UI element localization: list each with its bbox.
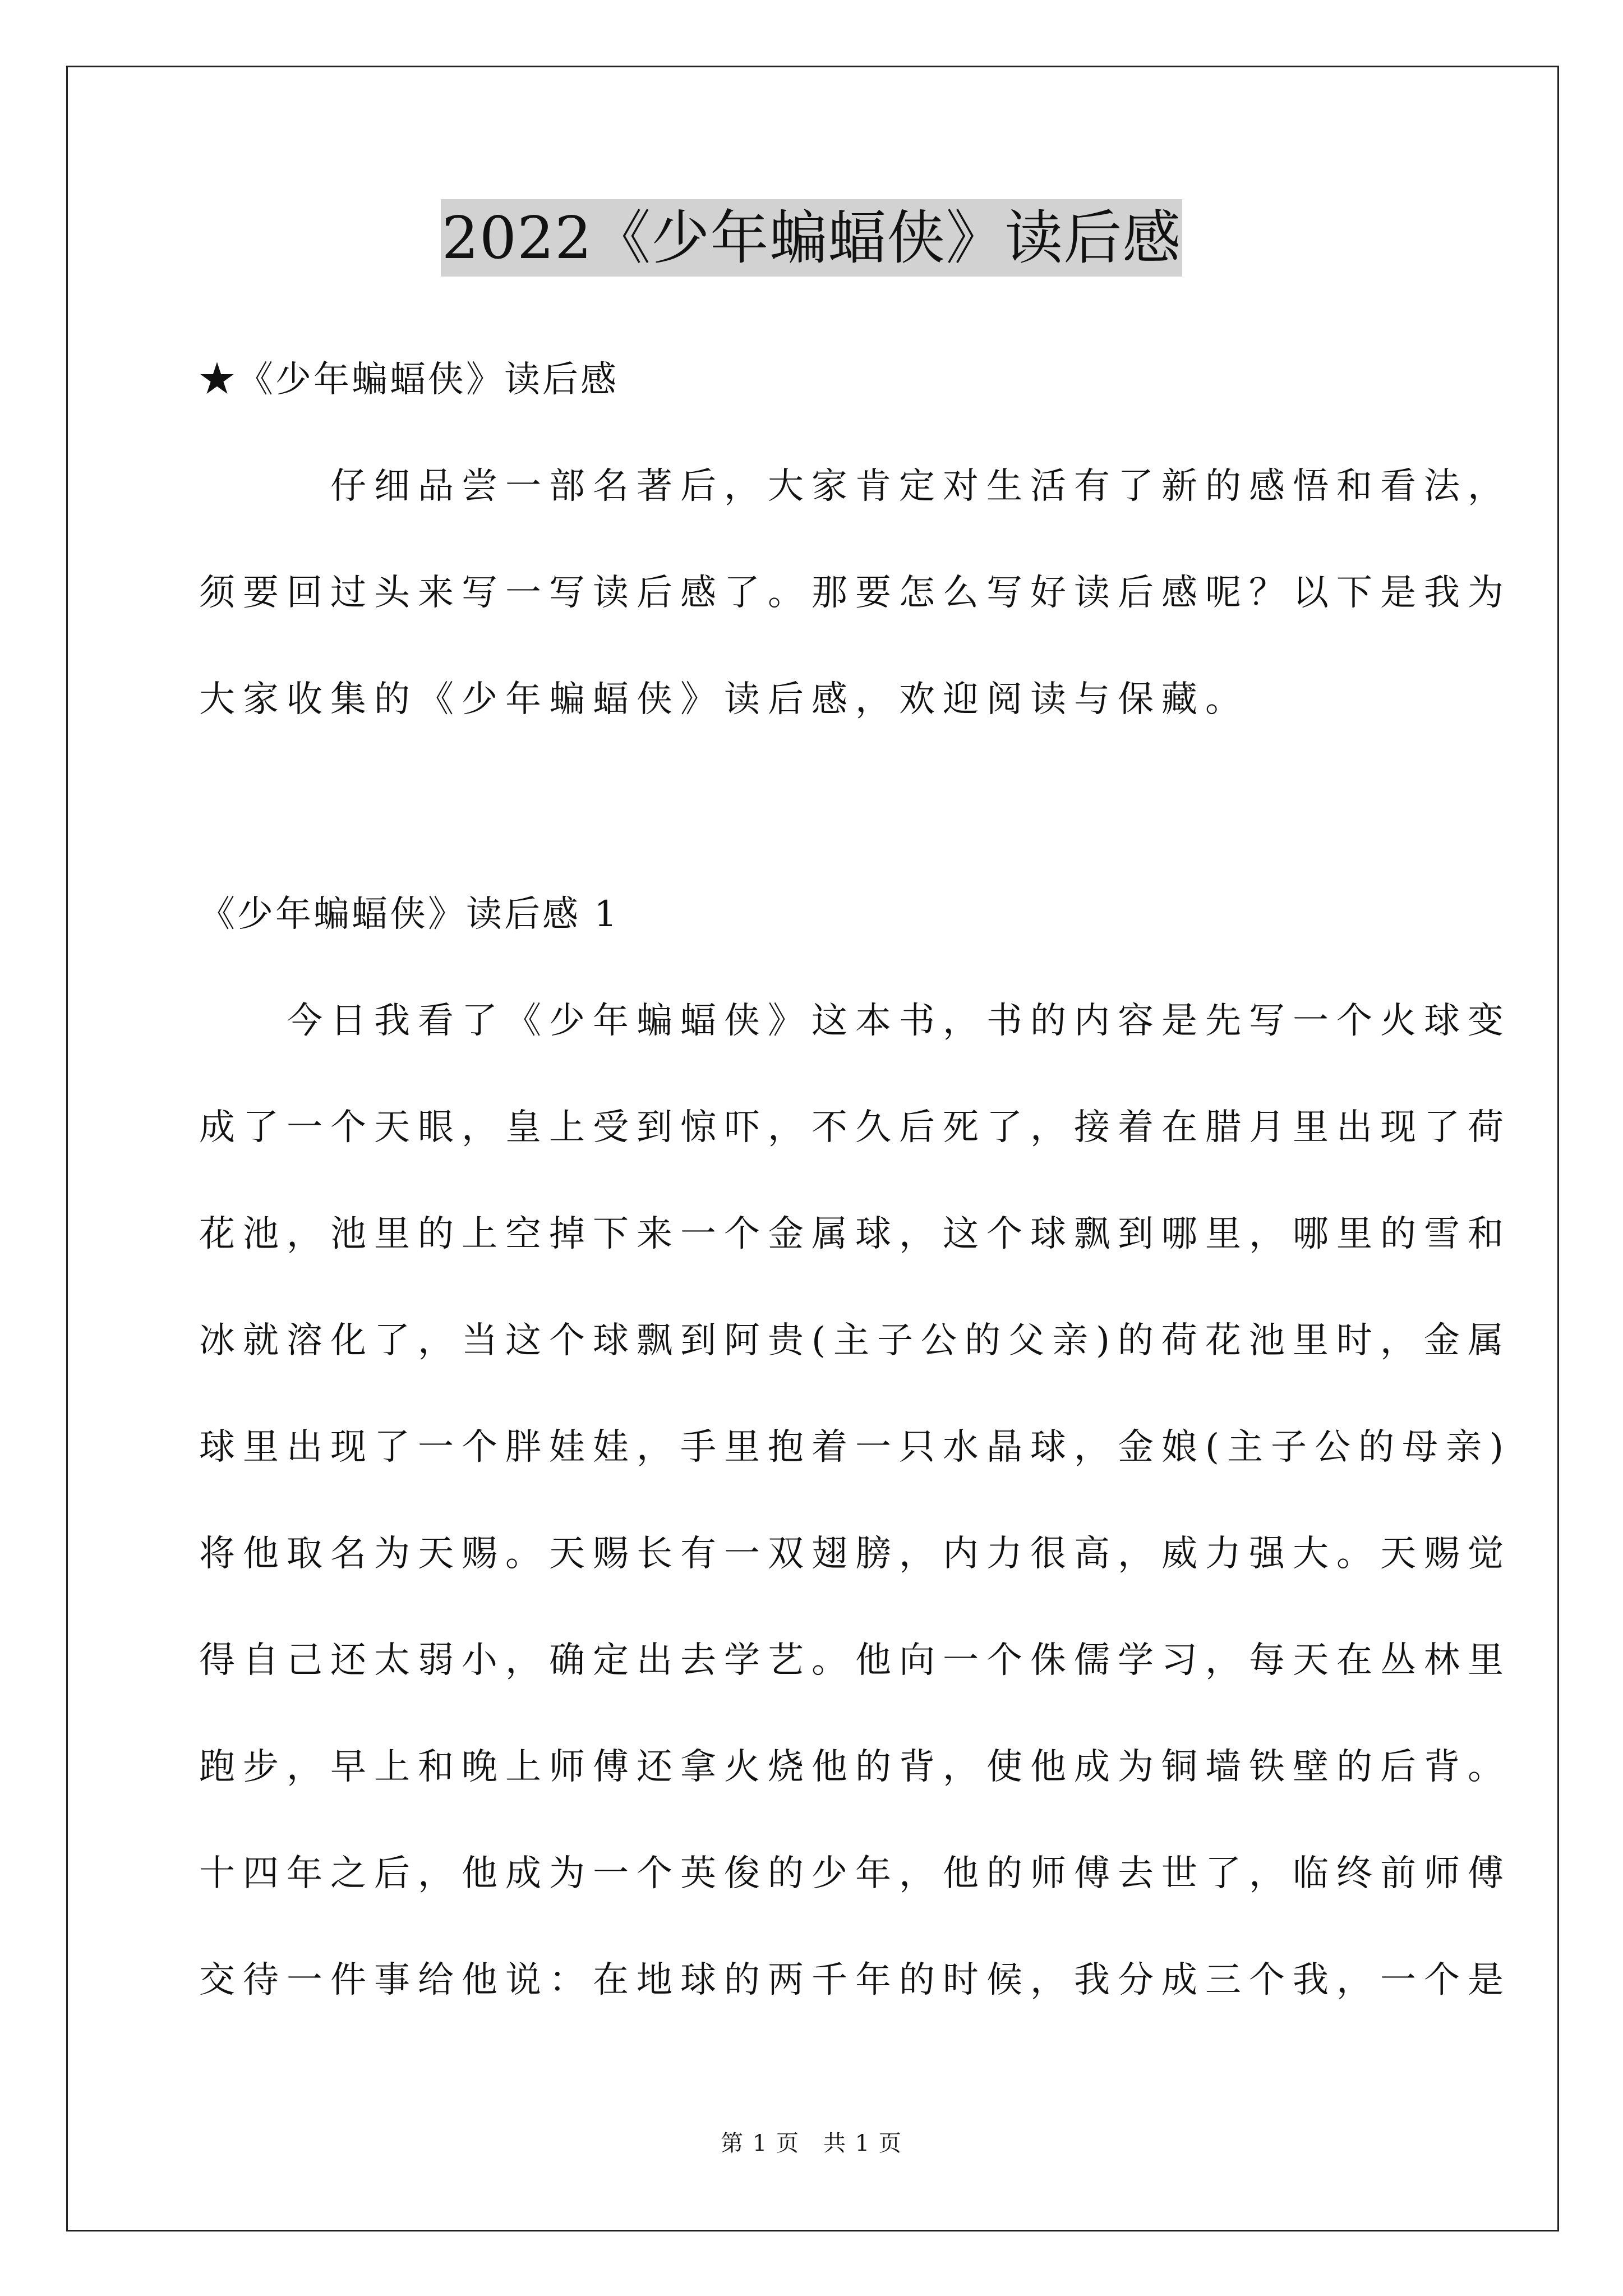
document-title: 2022《少年蝙蝠侠》读后感 [441,199,1183,277]
body-line: 冰就溶化了，当这个球飘到阿贵(主子公的父亲)的荷花池里时，金属 [199,1320,1511,1361]
star-heading: ★《少年蝙蝠侠》读后感 [199,359,619,401]
body-line: 将他取名为天赐。天赐长有一双翅膀，内力很高，威力强大。天赐觉 [199,1533,1511,1575]
intro-line: 须要回过头来写一写读后感了。那要怎么写好读后感呢？以下是我为 [199,572,1511,614]
body-line: 花池，池里的上空掉下来一个金属球，这个球飘到哪里，哪里的雪和 [199,1213,1511,1255]
body-line: 交待一件事给他说：在地球的两千年的时候，我分成三个我，一个是 [199,1959,1511,2001]
section-heading: 《少年蝙蝠侠》读后感 1 [199,894,620,935]
intro-line: 大家收集的《少年蝙蝠侠》读后感，欢迎阅读与保藏。 [199,679,1249,720]
body-line: 得自己还太弱小，确定出去学艺。他向一个侏儒学习，每天在丛林里 [199,1640,1511,1681]
body-line: 跑步，早上和晚上师傅还拿火烧他的背，使他成为铜墙铁壁的后背。 [199,1746,1511,1788]
body-line: 十四年之后，他成为一个英俊的少年，他的师傅去世了，临终前师傅 [199,1853,1511,1894]
page-footer: 第 1 页 共 1 页 [721,2131,902,2156]
body-line: 成了一个天眼，皇上受到惊吓，不久后死了，接着在腊月里出现了荷 [199,1107,1511,1148]
body-line: 球里出现了一个胖娃娃，手里抱着一只水晶球，金娘(主子公的母亲) [199,1427,1511,1468]
body-line: 今日我看了《少年蝙蝠侠》这本书，书的内容是先写一个火球变 [199,1000,1511,1042]
title-container [0,199,1623,277]
intro-line: 仔细品尝一部名著后，大家肯定对生活有了新的感悟和看法， [199,466,1511,507]
